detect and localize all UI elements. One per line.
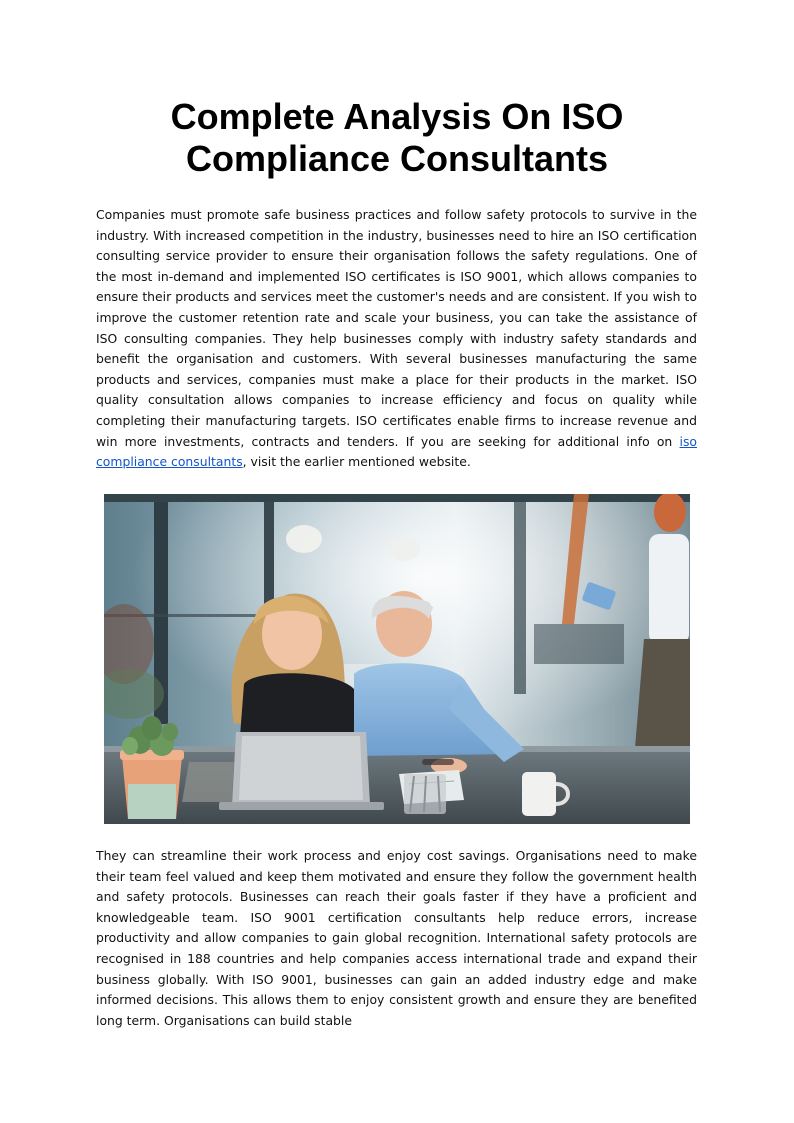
intro-text-end: , visit the earlier mentioned website. — [242, 454, 471, 470]
page-title: Complete Analysis On ISO Compliance Consultants — [170, 96, 624, 179]
body-paragraph: They can streamline their work process and enjoy cost savings. Organisations need to make their team feel valued and keep them motivated and ensure they follow the government health and safety protocols. Businesses can reach their goals faster if they have a proficient and knowledgeable team. ISO 9001 certification consultants help reduce errors, increase productivity and allow companies to gain global recognition. International safety protocols are recognised in 188 countries and help companies access international trade and expand their business globally. With ISO 9001, businesses can gain an added industry edge and make informed decisions. This allows them to enjoy consistent growth and ensure they are benefited long term. Organisations can build stable — [96, 848, 697, 1028]
intro-text: Companies must promote safe business practices and follow safety protocols to survive in the industry. With increased competition in the industry, businesses need to hire an ISO certification consulting service provider to ensure their organisation follows the safety regulations. One of the most in-demand and implemented ISO certificates is ISO 9001, which allows companies to ensure their products and services meet the customer's needs and are consistent. If you wish to improve the customer retention rate and scale your business, you can take the assistance of ISO consulting companies. They help businesses comply with industry safety standards and benefit the organisation and customers. With several businesses manufacturing the same products and services, companies must make a place for their products in the market. ISO quality consultation allows companies to increase efficiency and focus on quality while completing their manufacturing targets. ISO certificates enable firms to increase revenue and win more investments, contracts and tenders. If you are seeking for additional info on — [96, 207, 697, 449]
iso-consultants-link[interactable]: iso compliance consultants — [96, 433, 697, 470]
office-meeting-photo — [104, 494, 690, 824]
intro-paragraph — [96, 205, 697, 473]
